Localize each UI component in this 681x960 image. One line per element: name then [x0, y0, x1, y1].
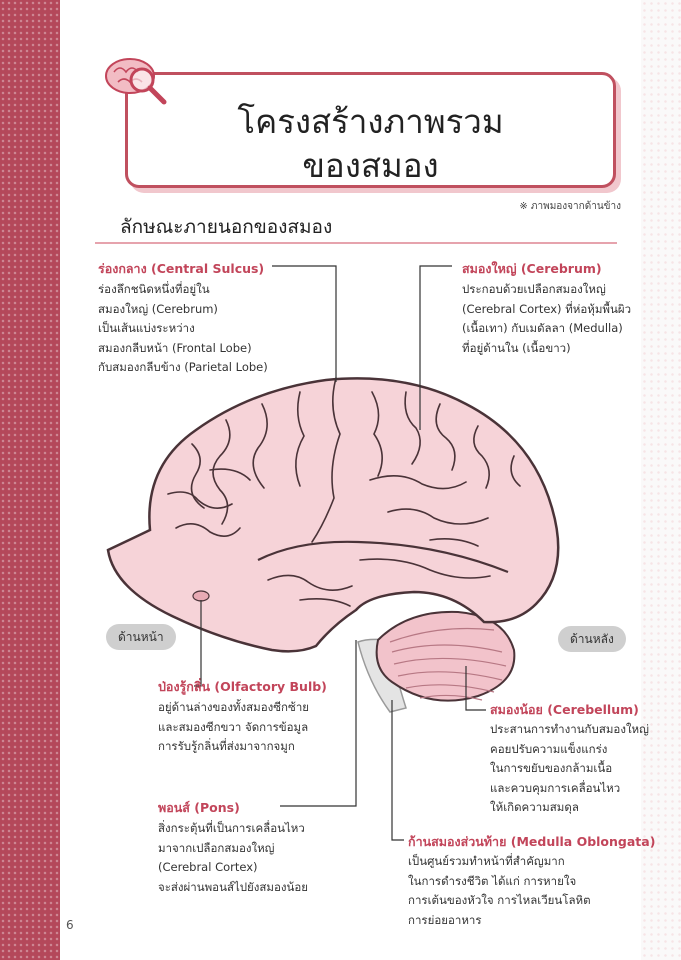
desc-line: คอยปรับความแข็งแกร่ง: [490, 741, 608, 756]
pons-desc: [158, 819, 308, 897]
cerebrum-desc: [462, 280, 631, 358]
desc-line: มาจากเปลือกสมองใหญ่: [158, 840, 275, 855]
desc-line: (Cerebral Cortex): [158, 860, 258, 874]
page-title-line2: ของสมอง: [302, 146, 439, 185]
desc-line: ให้เกิดความสมดุล: [490, 800, 579, 814]
front-direction-pill: ด้านหน้า: [106, 624, 176, 650]
cerebellum-desc: [490, 720, 649, 818]
leader-central-sulcus: [272, 266, 336, 382]
medulla-desc: [408, 852, 591, 930]
note-text: ※ ภาพมองจากด้านข้าง: [519, 201, 621, 212]
pons-title: พอนส์ (Pons): [158, 800, 240, 815]
desc-line: จะส่งผ่านพอนส์ไปยังสมองน้อย: [158, 879, 309, 894]
cerebrum-title: สมองใหญ่ (Cerebrum): [462, 261, 602, 276]
desc-line: ประสานการทำงานกับสมองใหญ่: [490, 722, 649, 736]
desc-line: ในการขยับของกล้ามเนื้อ: [490, 761, 613, 775]
olfactory-bulb-title: ป่องรู้กลิ่น (Olfactory Bulb): [158, 679, 327, 694]
desc-line: การรับรู้กลิ่นที่ส่งมาจากจมูก: [158, 739, 295, 753]
central-sulcus-title: ร่องกลาง (Central Sulcus): [98, 261, 265, 276]
central-sulcus-desc: [98, 280, 268, 378]
desc-line: สมองกลีบหน้า (Frontal Lobe): [98, 340, 252, 355]
back-direction-pill: ด้านหลัง: [558, 626, 626, 652]
desc-line: ในการดำรงชีวิต ได้แก่ การหายใจ: [408, 873, 577, 888]
section-title: ลักษณะภายนอกของสมอง: [120, 216, 333, 238]
cerebellum-title: สมองน้อย (Cerebellum): [490, 702, 639, 717]
desc-line: กับสมองกลีบข้าง (Parietal Lobe): [98, 360, 268, 374]
desc-line: เป็นเส้นแบ่งระหว่าง: [98, 321, 195, 335]
desc-line: (Cerebral Cortex) ที่ห่อหุ้มพื้นผิว: [462, 301, 632, 316]
page-number: 6: [66, 918, 74, 932]
desc-line: อยู่ด้านล่างของทั้งสมองซีกซ้าย: [158, 700, 310, 714]
desc-line: (เนื้อเทา) กับเมดัลลา (Medulla): [462, 321, 623, 335]
desc-line: ที่อยู่ด้านใน (เนื้อขาว): [462, 340, 571, 355]
medulla-title: ก้านสมองส่วนท้าย (Medulla Oblongata): [408, 834, 656, 849]
page-title-line1: โครงสร้างภาพรวม: [237, 102, 504, 141]
desc-line: ร่องลึกชนิดหนึ่งที่อยู่ใน: [98, 282, 210, 296]
desc-line: การย่อยอาหาร: [408, 912, 482, 927]
desc-line: สมองใหญ่ (Cerebrum): [98, 301, 218, 316]
desc-line: เป็นศูนย์รวมทำหน้าที่สำคัญมาก: [408, 854, 565, 868]
olfactory-bulb-desc: [158, 698, 309, 757]
desc-line: สิ่งกระตุ้นที่เป็นการเคลื่อนไหว: [158, 821, 305, 835]
cerebrum-shape: [108, 378, 558, 651]
desc-line: การเต้นของหัวใจ การไหลเวียนโลหิต: [408, 893, 591, 907]
desc-line: และควบคุมการเคลื่อนไหว: [490, 780, 621, 795]
desc-line: และสมองซีกขวา จัดการข้อมูล: [158, 719, 309, 734]
leader-medulla: [392, 700, 404, 840]
desc-line: ประกอบด้วยเปลือกสมองใหญ่: [462, 282, 606, 296]
olfactory-bulb-shape: [193, 591, 209, 601]
